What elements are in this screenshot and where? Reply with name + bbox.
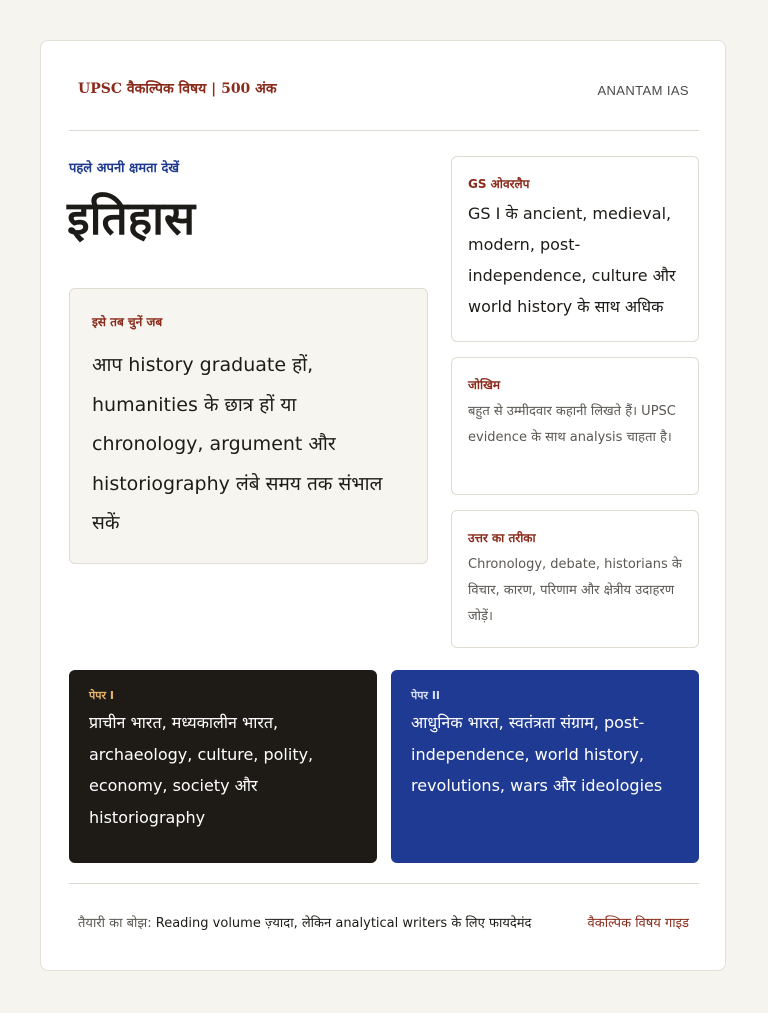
guide-link: वैकल्पिक विषय गाइड	[587, 916, 689, 931]
header-divider	[69, 130, 699, 131]
answer-method-text: Chronology, debate, historians के विचार, कारण, परिणाम और क्षेत्रीय उदाहरण जोड़ें।	[468, 557, 682, 624]
risk-label: जोखिम	[468, 378, 501, 392]
preparation-load-label: तैयारी का बोझ:	[78, 916, 152, 931]
gs-overlap-box	[451, 156, 699, 342]
paper-1-card	[69, 670, 377, 863]
paper-2-text: आधुनिक भारत, स्वतंत्रता संग्राम, post-independence, world history, revolutions, wars और ideologies	[411, 713, 663, 795]
risk-box	[451, 357, 699, 495]
paper-1-text: प्राचीन भारत, मध्यकालीन भारत, archaeology, culture, polity, economy, society और historiography	[89, 713, 314, 827]
hero-eyebrow: पहले अपनी क्षमता देखें	[69, 161, 179, 176]
header-title: UPSC वैकल्पिक विषय | 500 अंक	[78, 81, 277, 97]
subject-title: इतिहास	[67, 191, 196, 245]
paper-2-card	[391, 670, 699, 863]
brand-name: ANANTAM IAS	[597, 83, 689, 98]
answer-method-label: उत्तर का तरीका	[468, 531, 536, 545]
gs-overlap-label: GS ओवरलैप	[468, 177, 530, 191]
choose-when-text: आप history graduate हों, humanities के छात्र हों या chronology, argument और historiography लंबे समय तक संभाल सकें	[92, 354, 383, 534]
paper-1-label: पेपर I	[89, 689, 114, 702]
choose-when-box	[69, 288, 428, 564]
preparation-load	[78, 913, 531, 931]
choose-when-label: इसे तब चुनें जब	[92, 315, 163, 329]
answer-method-box	[451, 510, 699, 648]
preparation-load-value: Reading volume ज़्यादा, लेकिन analytical writers के लिए फायदेमंद	[155, 916, 532, 931]
gs-overlap-text: GS I के ancient, medieval, modern, post-independence, culture और world history के साथ अधिक	[468, 204, 676, 316]
risk-text: बहुत से उम्मीदवार कहानी लिखते हैं। UPSC evidence के साथ analysis चाहता है।	[468, 404, 676, 445]
paper-2-label: पेपर II	[411, 689, 441, 702]
footer-divider	[69, 883, 699, 884]
guide-card	[40, 40, 726, 971]
